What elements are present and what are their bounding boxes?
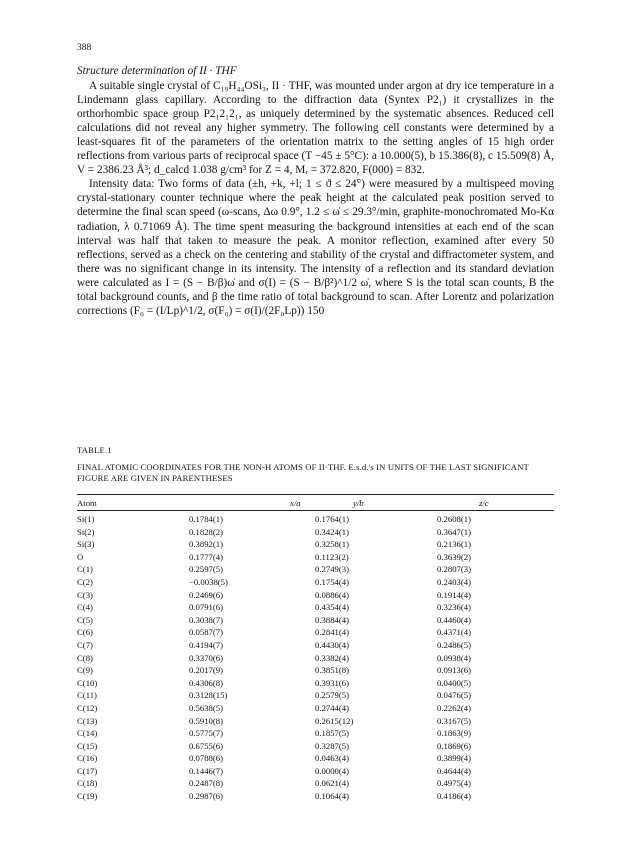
cell-x-value: 0.3128(15)	[189, 690, 228, 701]
table-row	[77, 601, 554, 614]
table-row	[77, 740, 554, 753]
cell-y-value: 0.0886(4)	[315, 589, 350, 600]
cell-atom: C(10)	[77, 677, 98, 688]
cell-x-value: 0.2017(9)	[189, 665, 224, 676]
cell-y-value: 0.2749(3)	[315, 564, 350, 575]
cell-z	[433, 511, 554, 526]
cell-y	[309, 589, 433, 602]
cell-y	[309, 652, 433, 665]
cell-atom: C(7)	[77, 639, 93, 650]
cell-atom: C(16)	[77, 753, 98, 764]
cell-z	[433, 589, 554, 602]
table-row	[77, 790, 554, 803]
table-row	[77, 752, 554, 765]
cell-atom: C(2)	[77, 576, 93, 587]
cell-x	[187, 538, 309, 551]
cell-x-value: 0.3892(1)	[189, 539, 224, 550]
cell-y	[309, 677, 433, 690]
table-row	[77, 563, 554, 576]
cell-atom: Si(2)	[77, 526, 95, 537]
cell-x-value: 0.0788(6)	[189, 753, 224, 764]
cell-z-value: 0.0476(5)	[437, 690, 472, 701]
cell-x	[187, 511, 309, 526]
cell-y	[309, 538, 433, 551]
cell-x	[187, 689, 309, 702]
cell-x	[187, 526, 309, 539]
table-row	[77, 777, 554, 790]
cell-y-value: 0.1754(4)	[315, 576, 350, 587]
cell-x	[187, 752, 309, 765]
table-row	[77, 689, 554, 702]
cell-y	[309, 639, 433, 652]
cell-y-value: 0.2579(5)	[315, 690, 350, 701]
cell-z	[433, 639, 554, 652]
cell-y	[309, 563, 433, 576]
cell-y	[309, 777, 433, 790]
cell-y-value: 0.3287(5)	[315, 740, 350, 751]
cell-x	[187, 715, 309, 728]
cell-y	[309, 664, 433, 677]
cell-x	[187, 639, 309, 652]
cell-x	[187, 677, 309, 690]
cell-x-value: 0.2469(6)	[189, 589, 224, 600]
cell-z-value: 0.2608(1)	[437, 514, 472, 524]
table-row	[77, 639, 554, 652]
table-row	[77, 702, 554, 715]
cell-atom: C(14)	[77, 728, 98, 739]
cell-z	[433, 664, 554, 677]
cell-y	[309, 576, 433, 589]
cell-atom: C(15)	[77, 740, 98, 751]
cell-x-value: 0.5775(7)	[189, 728, 224, 739]
table-title: FINAL ATOMIC COORDINATES FOR THE NON-H ATOMS OF II·THF. E.s.d.'s IN UNITS OF THE LAST SIGNIFICANT FIGURE ARE GIVEN IN PARENTHESES	[77, 462, 529, 483]
table-row	[77, 715, 554, 728]
cell-x	[187, 614, 309, 627]
cell-x	[187, 576, 309, 589]
cell-y-value: 0.3382(4)	[315, 652, 350, 663]
cell-z-value: 0.2486(5)	[437, 639, 472, 650]
cell-x	[187, 765, 309, 778]
cell-atom: C(6)	[77, 627, 93, 638]
cell-x-value: 0.5910(8)	[189, 715, 224, 726]
page-number: 388	[77, 43, 92, 53]
cell-y	[309, 626, 433, 639]
cell-y	[309, 614, 433, 627]
table-row	[77, 652, 554, 665]
cell-x	[187, 740, 309, 753]
cell-z	[433, 576, 554, 589]
cell-z-value: 0.1869(6)	[437, 740, 472, 751]
cell-x	[187, 563, 309, 576]
cell-y-value: 0.2744(4)	[315, 702, 350, 713]
cell-y	[309, 526, 433, 539]
cell-y	[309, 601, 433, 614]
table-body	[77, 511, 554, 803]
table-row	[77, 538, 554, 551]
cell-atom: O	[77, 551, 84, 562]
table-row	[77, 765, 554, 778]
cell-z-value: 0.2262(4)	[437, 702, 472, 713]
cell-y-value: 0.3884(4)	[315, 614, 350, 625]
cell-z	[433, 538, 554, 551]
header-y: y/b	[353, 498, 364, 508]
cell-z-value: 0.0400(5)	[437, 677, 472, 688]
cell-y-value: 0.2841(4)	[315, 627, 350, 638]
section-heading: Structure determination of II · THF	[77, 65, 237, 77]
header-x: x/a	[290, 498, 301, 508]
table-row	[77, 526, 554, 539]
cell-z-value: 0.1863(9)	[437, 728, 472, 739]
cell-z	[433, 526, 554, 539]
body-text	[77, 64, 554, 318]
cell-y-value: 0.2615(12)	[315, 715, 354, 726]
cell-x-value: 0.0791(6)	[189, 602, 224, 613]
cell-z	[433, 601, 554, 614]
cell-z	[433, 652, 554, 665]
cell-x	[187, 601, 309, 614]
cell-y	[309, 752, 433, 765]
cell-atom: C(3)	[77, 589, 93, 600]
cell-x-value: 0.2597(5)	[189, 564, 224, 575]
cell-y	[309, 511, 433, 526]
cell-x-value: 0.3038(7)	[189, 614, 224, 625]
table-row	[77, 727, 554, 740]
table-header-row	[77, 495, 554, 511]
table-row	[77, 664, 554, 677]
cell-z	[433, 614, 554, 627]
table-row	[77, 589, 554, 602]
cell-y-value: 0.3424(1)	[315, 526, 350, 537]
cell-y	[309, 765, 433, 778]
cell-atom: C(17)	[77, 765, 98, 776]
paragraph-structure: A suitable single crystal of C₁₉H₄₄OSi₃, II · THF, was mounted under argon at dry ice temperature in a Lindemann glass capillary. According to the diffraction data (Syntex P2₁) it crystallizes in the orthorhombic space group P2₁2₁2₁, as uniquely determined by the systematic absences. Reduced cell calculations did not reveal any higher symmetry. The following cell constants were determined by a least-squares fit of the parameters of the orientation matrix to the setting angles of 15 high order reflections from various parts of reciprocal space (T −45 ± 5°C): a 10.000(5), b 15.386(8), c 15.509(8) Å, V = 2386.23 Å³; d_calcd 1.038 g/cm³ for Z = 4, Mᵣ = 372.820, F(000) = 832.	[77, 80, 554, 177]
cell-y	[309, 727, 433, 740]
cell-y-value: 0.3258(1)	[315, 539, 350, 550]
header-z: z/c	[479, 498, 489, 508]
cell-x-value: 0.4194(7)	[189, 639, 224, 650]
cell-atom: C(8)	[77, 652, 93, 663]
cell-x	[187, 652, 309, 665]
cell-z-value: 0.4460(4)	[437, 614, 472, 625]
cell-z-value: 0.1914(4)	[437, 589, 472, 600]
cell-x	[187, 664, 309, 677]
cell-x-value: 0.2487(8)	[189, 778, 224, 789]
cell-z	[433, 715, 554, 728]
cell-x	[187, 589, 309, 602]
cell-y-value: 0.4354(4)	[315, 602, 350, 613]
cell-y-value: 0.0463(4)	[315, 753, 350, 764]
cell-x-value: 0.2987(6)	[189, 791, 224, 802]
table-row	[77, 551, 554, 564]
cell-z-value: 0.2403(4)	[437, 576, 472, 587]
cell-z	[433, 740, 554, 753]
cell-z	[433, 689, 554, 702]
cell-x-value: 0.1777(4)	[189, 551, 224, 562]
cell-z	[433, 727, 554, 740]
cell-atom: Si(1)	[77, 514, 95, 524]
cell-x-value: 0.0587(7)	[189, 627, 224, 638]
cell-x	[187, 551, 309, 564]
cell-z	[433, 626, 554, 639]
cell-z	[433, 765, 554, 778]
cell-atom: Si(3)	[77, 539, 95, 550]
table-row	[77, 626, 554, 639]
cell-z	[433, 677, 554, 690]
cell-x-value: 0.4306(8)	[189, 677, 224, 688]
cell-x	[187, 777, 309, 790]
cell-atom: C(19)	[77, 791, 98, 802]
cell-x-value: 0.1446(7)	[189, 765, 224, 776]
cell-z-value: 0.0913(6)	[437, 665, 472, 676]
cell-z-value: 0.3236(4)	[437, 602, 472, 613]
cell-z-value: 0.4371(4)	[437, 627, 472, 638]
cell-z-value: 0.3647(1)	[437, 526, 472, 537]
cell-y-value: 0.1064(4)	[315, 791, 350, 802]
cell-z	[433, 790, 554, 803]
cell-z	[433, 563, 554, 576]
cell-x-value: 0.1784(1)	[189, 514, 224, 524]
cell-y	[309, 702, 433, 715]
cell-x-value: −0.0038(5)	[189, 576, 228, 587]
cell-x	[187, 790, 309, 803]
cell-y-value: 0.1123(2)	[315, 551, 349, 562]
cell-x-value: 0.1828(2)	[189, 526, 224, 537]
table-row	[77, 614, 554, 627]
cell-atom: C(11)	[77, 690, 97, 701]
cell-x-value: 0.3370(6)	[189, 652, 224, 663]
cell-atom: C(4)	[77, 602, 93, 613]
cell-y	[309, 740, 433, 753]
cell-z-value: 0.3167(5)	[437, 715, 472, 726]
cell-y-value: 0.0621(4)	[315, 778, 350, 789]
paragraph-intensity: Intensity data: Two forms of data (±h, +k, +l; 1 ≤ ϑ ≤ 24°) were measured by a multispeed moving crystal-stationary counter technique where the peak height at the calculated peak position served to determine the final scan speed (ω-scans, Δω 0.9°, 1.2 ≤ ω̇ ≤ 29.3°/min, graphite-monochromated Mo-Kα radiation, λ 0.71069 Å). The time spent measuring the background intensities at each end of the scan interval was half that taken to measure the peak. A monitor reflection, examined after every 50 reflections, served as a check on the centering and stability of the crystal and diffractometer system, and there was no significant change in its intensity. The intensity of a reflection and its standard deviation were calculated as I = (S − B/β)ω̇ and σ(I) = (S − B/β²)^1/2 ω̇, where S is the total scan counts, B the total background counts, and β the time ratio of total background to scan. After Lorentz and polarization corrections (F₀ = (I/Lp)^1/2, σ(F₀) = σ(I)/(2F₀Lp)) 150	[77, 178, 554, 317]
cell-atom: C(1)	[77, 564, 93, 575]
cell-y-value: 0.0000(4)	[315, 765, 350, 776]
cell-z-value: 0.4186(4)	[437, 791, 472, 802]
table-row	[77, 576, 554, 589]
cell-atom: C(5)	[77, 614, 93, 625]
cell-z	[433, 702, 554, 715]
cell-atom: C(12)	[77, 702, 98, 713]
cell-y-value: 0.1857(5)	[315, 728, 350, 739]
cell-y-value: 0.4430(4)	[315, 639, 350, 650]
cell-y	[309, 551, 433, 564]
cell-atom: C(13)	[77, 715, 98, 726]
cell-z	[433, 777, 554, 790]
table-row	[77, 511, 554, 526]
cell-atom: C(18)	[77, 778, 98, 789]
header-atom: Atom	[77, 498, 97, 508]
cell-z-value: 0.3639(2)	[437, 551, 472, 562]
cell-y-value: 0.3851(8)	[315, 665, 350, 676]
cell-y	[309, 689, 433, 702]
cell-z	[433, 551, 554, 564]
cell-z	[433, 752, 554, 765]
cell-z-value: 0.2807(3)	[437, 564, 472, 575]
table-row	[77, 677, 554, 690]
cell-z-value: 0.4975(4)	[437, 778, 472, 789]
cell-atom: C(9)	[77, 665, 93, 676]
cell-x-value: 0.5638(5)	[189, 702, 224, 713]
cell-z-value: 0.4644(4)	[437, 765, 472, 776]
cell-x	[187, 702, 309, 715]
coordinates-table	[77, 494, 554, 803]
cell-y	[309, 715, 433, 728]
cell-z-value: 0.0938(4)	[437, 652, 472, 663]
cell-y	[309, 790, 433, 803]
table-caption: TABLE 1	[77, 445, 112, 455]
cell-x	[187, 626, 309, 639]
cell-z-value: 0.2136(1)	[437, 539, 472, 550]
cell-x	[187, 727, 309, 740]
cell-y-value: 0.3931(6)	[315, 677, 350, 688]
cell-y-value: 0.1764(1)	[315, 514, 350, 524]
cell-x-value: 0.6755(6)	[189, 740, 224, 751]
cell-z-value: 0.3899(4)	[437, 753, 472, 764]
